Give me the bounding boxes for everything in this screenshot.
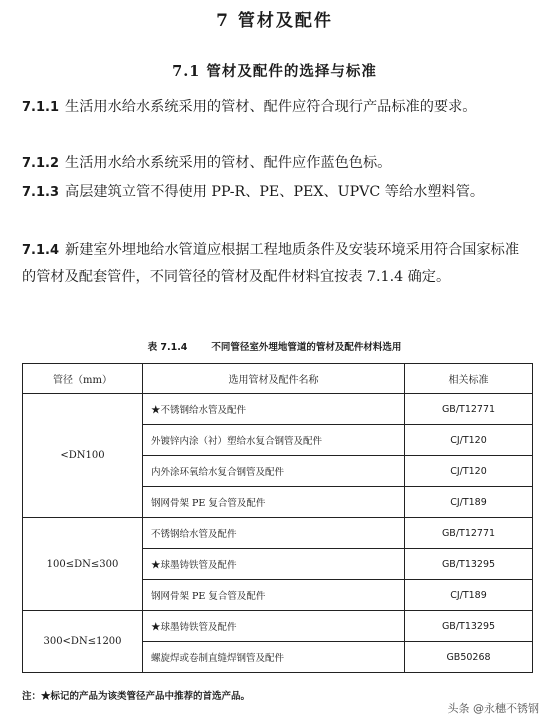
- clause-text: 高层建筑立管不得使用 PP-R、PE、PEX、UPVC 等给水塑料管。: [65, 184, 485, 200]
- clause-7-1-1: [22, 94, 532, 121]
- clause-number: 7.1.3: [22, 185, 60, 200]
- material-cell: 螺旋焊或卷制直缝焊钢管及配件: [143, 642, 405, 673]
- diameter-cell: 300<DN≤1200: [23, 611, 143, 673]
- clause-7-1-3: [22, 179, 532, 206]
- clause-text: 新建室外埋地给水管道应根据工程地质条件及安装环境采用符合国家标准的管材及配套管件，不同管径的管材及配件材料宜按表 7.1.4 确定。: [22, 242, 520, 285]
- material-cell: 钢网骨架 PE 复合管及配件: [143, 487, 405, 518]
- standard-cell: GB/T12771: [405, 518, 533, 549]
- material-cell: 内外涂环氧给水复合钢管及配件: [143, 456, 405, 487]
- clause-7-1-2: [22, 150, 532, 177]
- standard-cell: GB/T13295: [405, 611, 533, 642]
- standard-cell: GB50268: [405, 642, 533, 673]
- table-row: [23, 518, 533, 549]
- table-caption-text: 不同管径室外埋地管道的管材及配件材料选用: [211, 342, 402, 353]
- header-diameter: 管径（mm）: [23, 364, 143, 394]
- header-material-name: 选用管材及配件名称: [143, 364, 405, 394]
- table-caption: [0, 339, 549, 353]
- standard-cell: CJ/T120: [405, 425, 533, 456]
- material-cell: ★不锈钢给水管及配件: [143, 394, 405, 425]
- material-cell: 钢网骨架 PE 复合管及配件: [143, 580, 405, 611]
- clause-number: 7.1.4: [22, 243, 60, 258]
- material-cell: 外镀锌内涂（衬）塑给水复合钢管及配件: [143, 425, 405, 456]
- clause-text: 生活用水给水系统采用的管材、配件应符合现行产品标准的要求。: [65, 99, 477, 115]
- material-cell: ★球墨铸铁管及配件: [143, 611, 405, 642]
- material-cell: 不锈钢给水管及配件: [143, 518, 405, 549]
- material-selection-table: [22, 363, 533, 673]
- chapter-title: 7 管材及配件: [216, 11, 333, 31]
- watermark: 头条 @永穗不锈钢: [447, 702, 539, 715]
- standard-cell: CJ/T189: [405, 487, 533, 518]
- section-title: 7.1 管材及配件的选择与标准: [172, 63, 377, 80]
- diameter-cell: <DN100: [23, 394, 143, 518]
- clause-number: 7.1.2: [22, 156, 60, 171]
- table-note: 注：★标记的产品为该类管径产品中推荐的首选产品。: [22, 691, 251, 702]
- table-header-row: [23, 364, 533, 394]
- table-caption-number: 表 7.1.4: [147, 342, 188, 353]
- standard-cell: GB/T12771: [405, 394, 533, 425]
- standard-cell: CJ/T189: [405, 580, 533, 611]
- table-row: [23, 394, 533, 425]
- standard-cell: CJ/T120: [405, 456, 533, 487]
- clause-text: 生活用水给水系统采用的管材、配件应作蓝色色标。: [65, 155, 392, 171]
- header-standard: 相关标准: [405, 364, 533, 394]
- material-cell: ★球墨铸铁管及配件: [143, 549, 405, 580]
- table-row: [23, 611, 533, 642]
- clause-number: 7.1.1: [22, 100, 60, 115]
- standard-cell: GB/T13295: [405, 549, 533, 580]
- diameter-cell: 100≤DN≤300: [23, 518, 143, 611]
- clause-7-1-4: [22, 237, 532, 291]
